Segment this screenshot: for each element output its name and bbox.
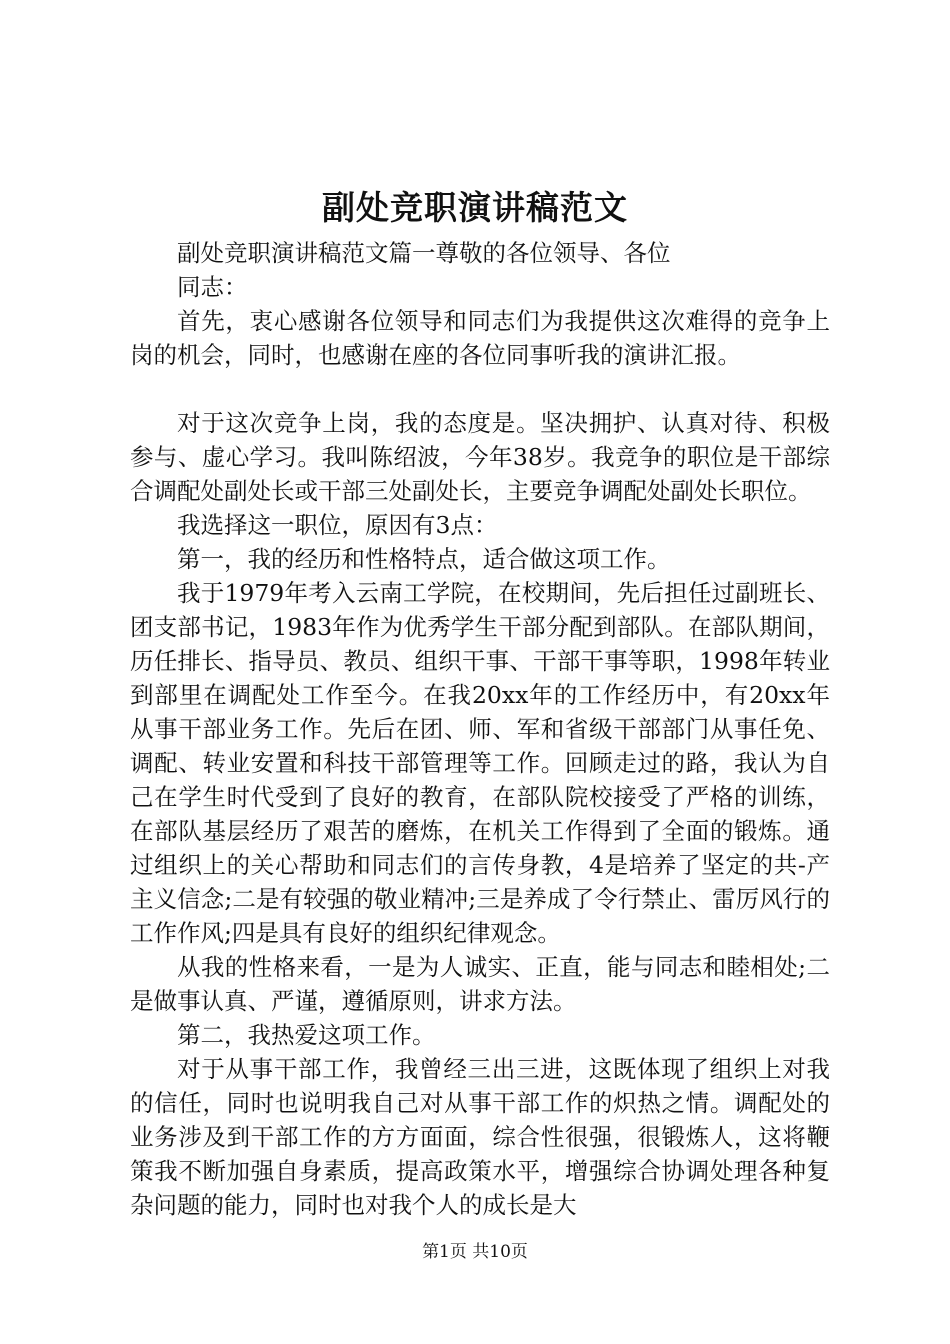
paragraph-personality: 从我的性格来看，一是为人诚实、正直，能与同志和睦相处;二是做事认真、严谨，遵循原则，讲求方法。 — [130, 953, 830, 1015]
paragraph-experience: 我于1979年考入云南工学院，在校期间，先后担任过副班长、团支部书记，1983年作为优秀学生干部分配到部队。在部队期间，历任排长、指导员、教员、组织干事、干部干事等职，1998年转业到部里在调配处工作至今。在我20xx年的工作经历中，有20xx年从事干部业务工作。先后在团、师、军和省级干部部门从事任免、调配、转业安置和科技干部管理等工作。回顾走过的路，我认为自己在学生时代受到了良好的教育，在部队院校接受了严格的训练，在部队基层经历了艰苦的磨炼，在机关工作得到了全面的锻炼。通过组织上的关心帮助和同志们的言传身教，4是培养了坚定的共-产主义信念;二是有较强的敬业精冲;三是养成了令行禁止、雷厉风行的工作作风;四是具有良好的组织纪律观念。 — [130, 579, 830, 947]
paragraph-intro: 副处竞职演讲稿范文篇一尊敬的各位领导、各位 — [177, 239, 671, 267]
paragraph-passion: 对于从事干部工作，我曾经三出三进，这既体现了组织上对我的信任，同时也说明我自己对从事干部工作的炽热之情。调配处的业务涉及到干部工作的方方面面，综合性很强，很锻炼人，这将鞭策我不断加强自身素质，提高政策水平，增强综合协调处理各种复杂问题的能力，同时也对我个人的成长是大 — [130, 1055, 830, 1219]
paragraph-thanks: 首先，衷心感谢各位领导和同志们为我提供这次难得的竞争上岗的机会，同时，也感谢在座的各位同事听我的演讲汇报。 — [130, 307, 830, 369]
paragraph-reasons: 我选择这一职位，原因有3点： — [177, 511, 498, 539]
document-title: 副处竞职演讲稿范文 — [322, 188, 628, 227]
paragraph-second-point: 第二，我热爱这项工作。 — [177, 1021, 436, 1049]
document-body — [130, 236, 830, 1222]
page-footer: 第1页 共10页 — [422, 1242, 528, 1262]
paragraph-attitude: 对于这次竞争上岗，我的态度是。坚决拥护、认真对待、积极参与、虚心学习。我叫陈绍波，今年38岁。我竞争的职位是干部综合调配处副处长或干部三处副处长，主要竞争调配处副处长职位。 — [130, 409, 830, 505]
paragraph-salutation: 同志： — [177, 273, 248, 301]
paragraph-first-point: 第一，我的经历和性格特点，适合做这项工作。 — [177, 545, 671, 573]
